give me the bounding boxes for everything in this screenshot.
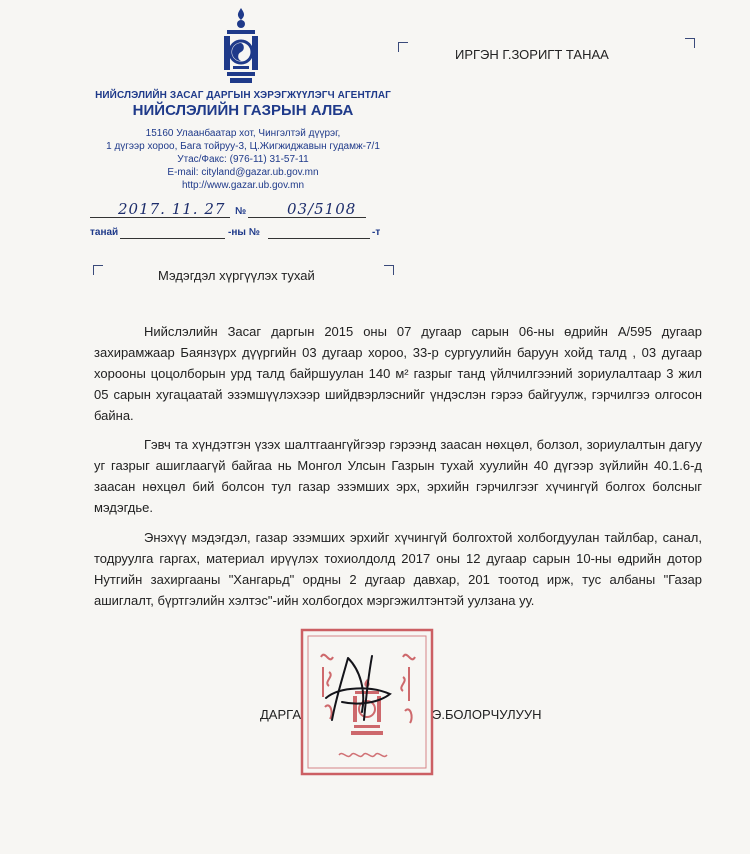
phone-line: Утас/Факс: (976-11) 31-57-11	[177, 154, 309, 165]
address-line-1: 15160 Улаанбаатар хот, Чингэлтэй дүүрэг,	[145, 128, 341, 139]
number-label: №	[235, 206, 247, 217]
subject-corner-left	[93, 265, 103, 275]
reply-prefix: танай	[90, 227, 119, 238]
reply-date-underline	[120, 238, 225, 239]
website-line: http://www.gazar.ub.gov.mn	[181, 180, 305, 191]
reply-number-label: -ны №	[228, 227, 260, 238]
office-name: НИЙСЛЭЛИЙН ГАЗРЫН АЛБА	[132, 102, 354, 119]
reply-suffix: -т	[372, 227, 381, 238]
letter-number: 03/5108	[287, 200, 357, 218]
reply-number-underline	[268, 238, 370, 239]
number-underline	[248, 217, 366, 218]
body-paragraph-2: Гэвч та хүндэтгэн үзэх шалтгаангүйгээр гэрээнд заасан нөхцөл, болзол, зориулалтын дагуу уг газрыг ашиглаагүй байгаа нь Монгол Улсын Газрын тухай хуулийн 40 дүгээр зүйлийн 40.1.6-д заасан нөхцөл бий болсон тул газар эзэмших эрх, эрхийн гэрчилгээг хүчингүй болгох болсныг мэдэгдье.	[94, 437, 702, 515]
body-paragraph-1: Нийслэлийн Засаг даргын 2015 оны 07 дугаар сарын 06-ны өдрийн А/595 дугаар захирамжаар Баянзүрх дүүргийн 03 дугаар хороо, 33-р сургуулийн баруун хойд талд , 03 дугаар хорооны цоцолборын урд талд байршуулан 140 м² газрыг танд үйлчилгээний зориулалтаар 3 жил 05 сарын хугацаатай эзэмшүүлэхээр шийдвэрлэснийг үндэслэн гэрээ байгуулж, гэрчилгээ олгосон байна.	[94, 324, 702, 423]
state-emblem-icon	[221, 6, 261, 86]
signature-icon	[320, 650, 400, 725]
date-underline	[90, 217, 230, 218]
body-paragraph-3: Энэхүү мэдэгдэл, газар эзэмших эрхийг хүчингүй болгохтой холбогдуулан тайлбар, санал, тодруулга гаргах, материал ирүүлэх тохиолдолд 2017 оны 12 дугаар сарын 10-ны өдрийн дотор Нутгийн захиргааны "Хангарьд" ордны 2 дугаар давхар, 201 тоотод ирж, тус албаны "Газар ашиглалт, бүртгэлийн хэлтэс"-ийн холбогдох мэргэжилтэнтэй уулзана уу.	[94, 530, 702, 608]
recipient: ИРГЭН Г.ЗОРИГТ ТАНАА	[455, 47, 609, 62]
subject-line: Мэдэгдэл хүргүүлэх тухай	[158, 268, 315, 283]
recipient-corner-left	[398, 42, 408, 52]
signatory-name: Э.БОЛОРЧУЛУУН	[432, 707, 542, 722]
agency-line: НИЙСЛЭЛИЙН ЗАСАГ ДАРГЫН ХЭРЭГЖҮҮЛЭГЧ АГЕНТЛАГ	[95, 90, 391, 101]
email-line: E-mail: cityland@gazar.ub.gov.mn	[167, 167, 319, 178]
signatory-title: ДАРГА	[260, 707, 301, 722]
recipient-corner-right	[685, 38, 695, 48]
letter-date: 2017. 11. 27	[118, 200, 226, 218]
address-line-2: 1 дүгээр хороо, Бага тойруу-3, Ц.Жигжиджавын гудамж-7/1	[106, 141, 380, 152]
subject-corner-right	[384, 265, 394, 275]
